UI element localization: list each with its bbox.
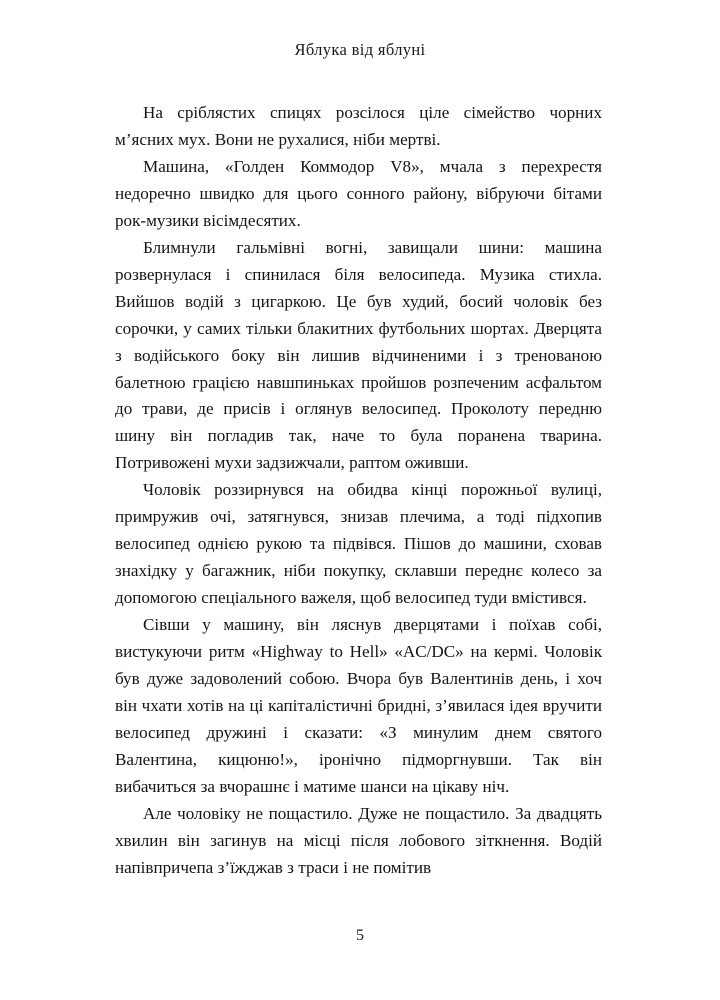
paragraph: Сівши у машину, він ляснув дверцятами і поїхав собі, вистукуючи ритм «Highway to Hell» «AC/DC» на кермі. Чоловік був дуже задоволений собою. Вчора був Валентинів день, і хоч він чхати хотів на ці капіталістичні бридні, з’явилася ідея вручити велосипед дружині і сказати: «З минулим днем святого Валентина, кицюню!», іронічно підморгнувши. Так він вибачиться за вчорашнє і матиме шанси на цікаву ніч. [115,615,602,796]
paragraph: Машина, «Голден Коммодор V8», мчала з перехрестя недоречно швидко для цього сонного району, вібруючи бітами рок-музики вісімдесятих. [115,156,602,230]
body-text-block [115,100,602,882]
running-head: Яблука від яблуні [294,40,426,59]
page-number: 5 [356,927,364,944]
paragraph: Але чоловіку не пощастило. Дуже не пощастило. За двадцять хвилин він загинув на місці після лобового зіткнення. Водій напівпричепа з’їжджав з траси і не помітив [115,803,602,877]
paragraph: На сріблястих спицях розсілося ціле сімейство чорних м’ясних мух. Вони не рухалися, ніби мертві. [115,103,602,149]
paragraph: Чоловік роззирнувся на обидва кінці порожньої вулиці, примружив очі, затягнувся, знизав плечима, а тоді підхопив велосипед однією рукою та підвівся. Пішов до машини, сховав знахідку у багажник, ніби покупку, склавши переднє колесо за допомогою спеціального важеля, щоб велосипед туди вмістився. [115,480,602,608]
paragraph: Блимнули гальмівні вогні, завищали шини: машина розвернулася і спинилася біля велосипеда. Музика стихла. Вийшов водій з цигаркою. Це був худий, босий чоловік без сорочки, у самих тільки блакитних футбольних шортах. Дверцята з водійського боку він лишив відчиненими і з тренованою балетною грацією навшпиньках пройшов розпеченим асфальтом до трави, де присів і оглянув велосипед. Проколоту передню шину він погладив так, наче то була поранена тварина. Потривожені мухи задзижчали, раптом оживши. [115,237,602,473]
